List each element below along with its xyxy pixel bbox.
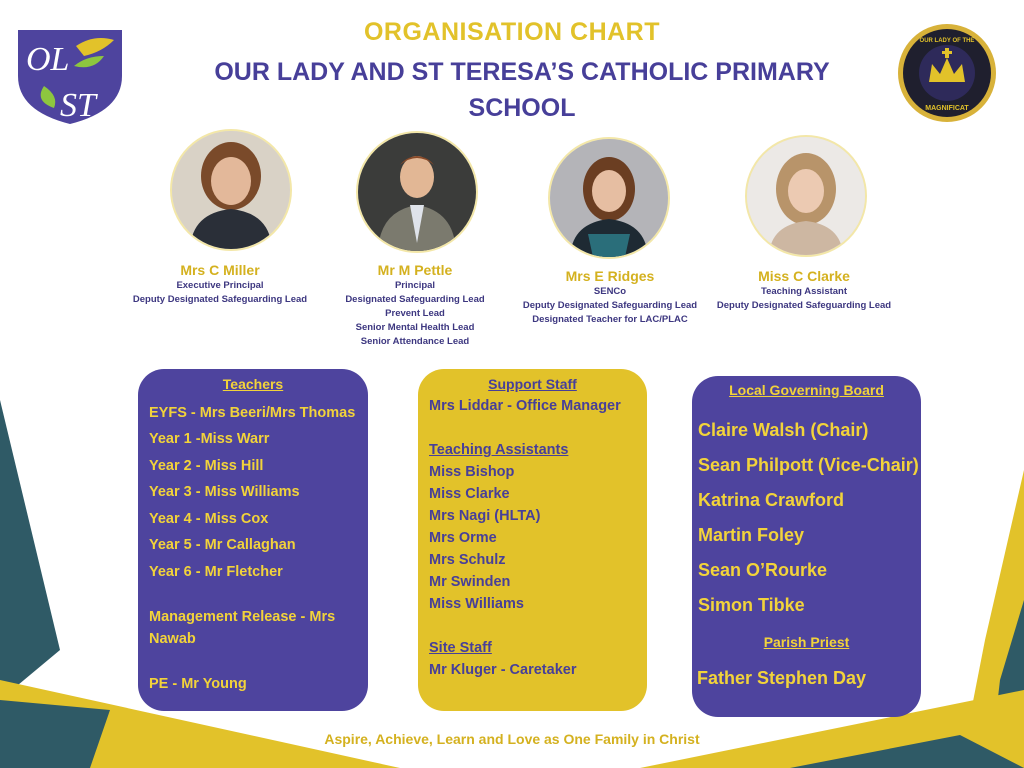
leader-roles-ridges: SENCo Deputy Designated Safeguarding Lead Designated Teacher for LAC/PLAC	[522, 286, 698, 325]
teacher-line: Year 6 - Mr Fletcher	[149, 564, 283, 580]
teacher-line: Year 4 - Miss Cox	[149, 511, 269, 527]
teacher-line: PE - Mr Young	[149, 676, 247, 692]
governor-item: Claire Walsh (Chair)	[698, 420, 869, 440]
governor-item: Katrina Crawford	[698, 490, 845, 510]
ta-list-item: Miss Clarke	[429, 486, 510, 502]
svg-text:MAGNIFICAT: MAGNIFICAT	[925, 105, 969, 112]
photo-mrs-miller	[170, 129, 292, 251]
teachers-heading: Teachers	[222, 376, 284, 392]
leader-name-clarke: Miss C Clarke	[758, 268, 850, 284]
school-name: OUR LADY AND ST TERESA’S CATHOLIC PRIMARY SCHOOL	[214, 58, 830, 122]
governor-item: Simon Tibke	[698, 595, 805, 615]
ta-list-item: Mrs Nagi (HLTA)	[429, 508, 541, 524]
leader-roles-miller: Executive Principal Deputy Designated Safeguarding Lead	[132, 280, 308, 305]
ta-list-item: Mrs Schulz	[429, 552, 506, 568]
school-crest-logo	[14, 26, 126, 126]
office-manager-line: Mrs Liddar - Office Manager	[429, 398, 621, 414]
ta-list-item: Mr Swinden	[429, 574, 511, 590]
governing-board-heading: Local Governing Board	[729, 382, 884, 398]
site-staff-item: Mr Kluger - Caretaker	[429, 662, 577, 678]
teacher-line: Year 2 - Miss Hill	[149, 458, 264, 474]
magnificat-logo	[896, 22, 998, 124]
svg-text:ST: ST	[60, 87, 96, 124]
parish-priest-heading: Parish Priest	[763, 634, 850, 650]
support-staff-heading: Support Staff	[488, 376, 577, 392]
photo-mr-pettle	[356, 131, 478, 253]
teaching-assistants-heading: Teaching Assistants	[429, 442, 569, 458]
governor-item: Sean Philpott (Vice-Chair)	[698, 455, 919, 475]
support-staff-panel	[418, 369, 647, 711]
photo-mrs-ridges	[548, 137, 670, 259]
ta-list-item: Miss Williams	[429, 596, 524, 612]
leader-roles-clarke: Teaching Assistant Deputy Designated Safeguarding Lead	[716, 286, 892, 311]
photo-miss-clarke	[745, 135, 867, 257]
leader-name-ridges: Mrs E Ridges	[565, 268, 655, 284]
parish-priest-name: Father Stephen Day	[697, 668, 867, 688]
teacher-line: Year 5 - Mr Callaghan	[149, 537, 296, 553]
teacher-line: Year 3 - Miss Williams	[149, 484, 300, 500]
governing-board-panel	[692, 376, 921, 717]
svg-text:OL: OL	[26, 41, 70, 78]
school-motto: Aspire, Achieve, Learn and Love as One Family in Christ	[324, 731, 700, 747]
ta-list-item: Mrs Orme	[429, 530, 497, 546]
chart-title: ORGANISATION CHART	[363, 18, 661, 46]
teacher-line: Year 1 -Miss Warr	[149, 431, 270, 447]
site-staff-heading: Site Staff	[429, 640, 492, 656]
teacher-line: Nawab	[149, 631, 196, 647]
svg-text:OUR LADY OF THE: OUR LADY OF THE	[919, 38, 975, 44]
ta-list-item: Miss Bishop	[429, 464, 515, 480]
governor-item: Martin Foley	[698, 525, 805, 545]
teacher-line: Management Release - Mrs	[149, 609, 336, 625]
teacher-line: EYFS - Mrs Beeri/Mrs Thomas	[149, 405, 356, 421]
leader-name-miller: Mrs C Miller	[180, 262, 260, 278]
leader-name-pettle: Mr M Pettle	[377, 262, 453, 278]
governor-item: Sean O’Rourke	[698, 560, 828, 580]
teachers-panel	[138, 369, 368, 711]
leader-roles-pettle: Principal Designated Safeguarding Lead Prevent Lead Senior Mental Health Lead Senior Attendance Lead	[345, 280, 485, 347]
